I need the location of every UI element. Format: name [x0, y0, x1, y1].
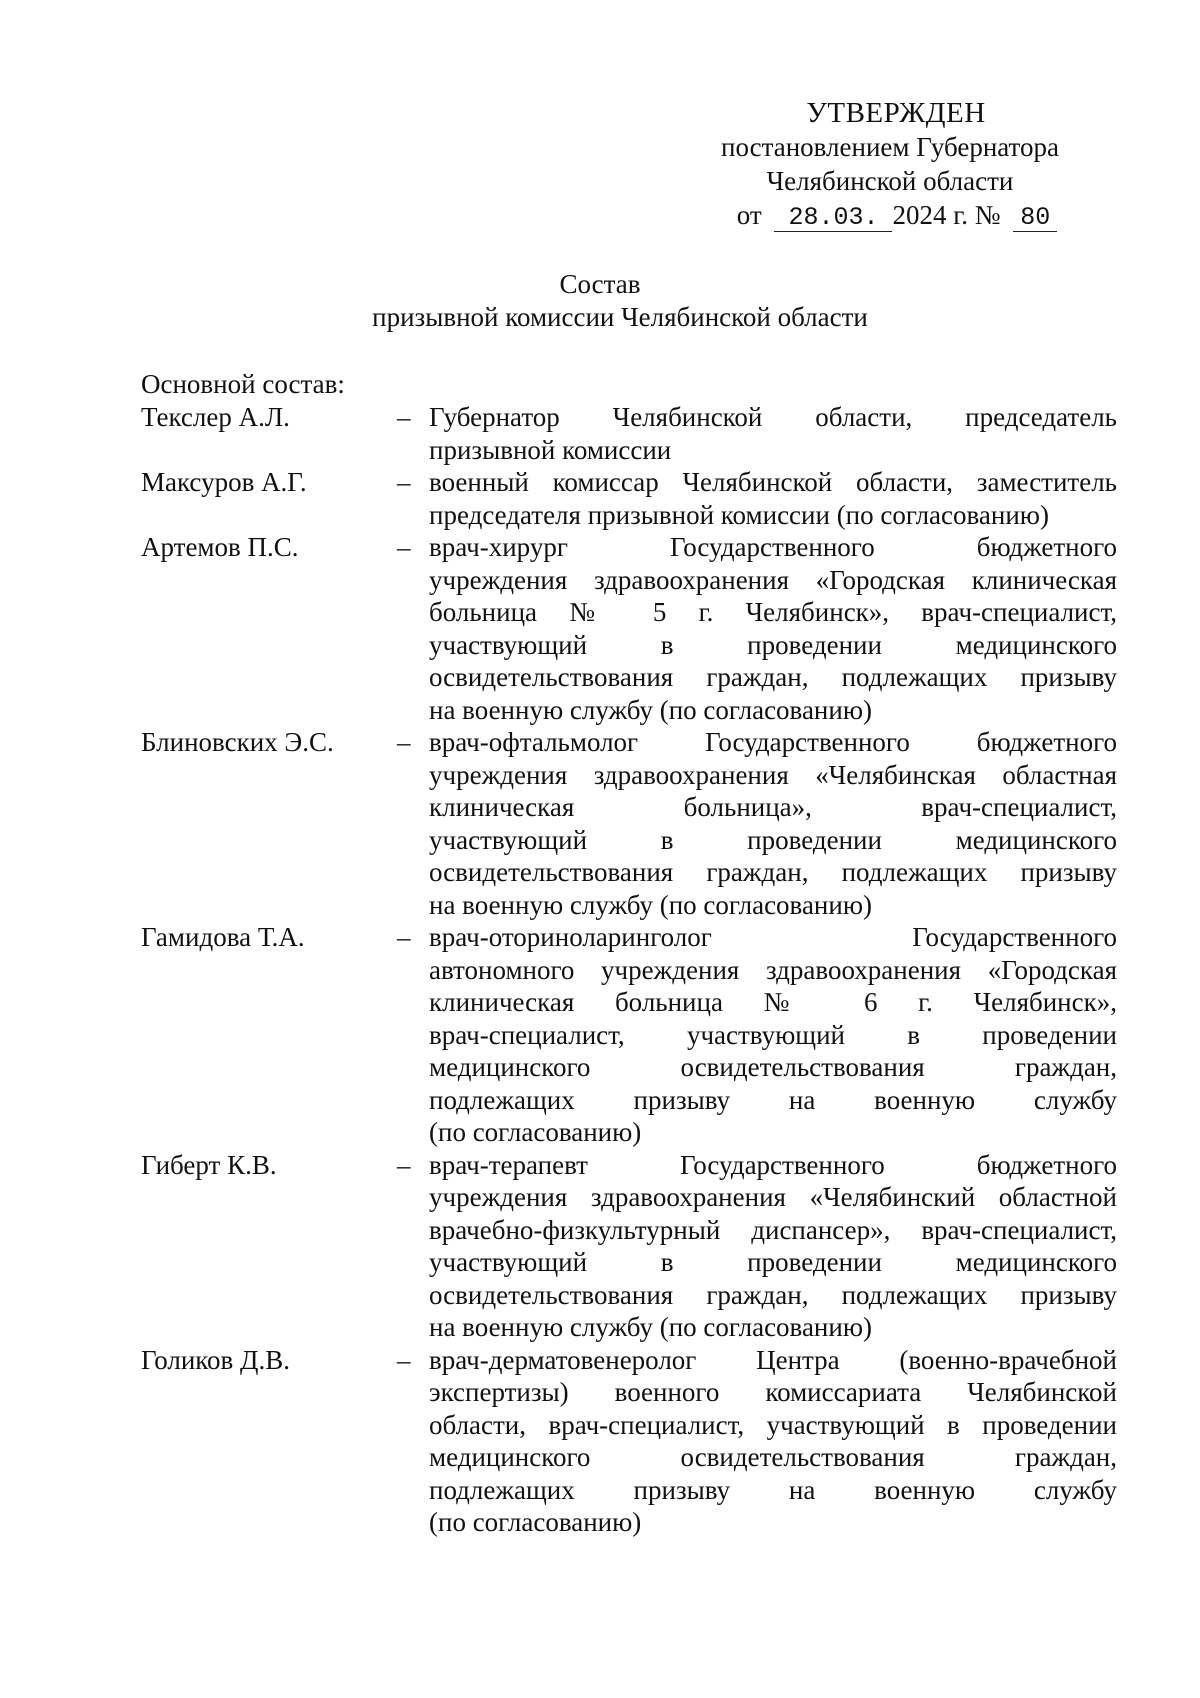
member-role-line: Губернатор Челябинской области, председатель [429, 402, 1117, 432]
member-dash: – [397, 727, 411, 757]
member-role [429, 726, 1117, 921]
member-role-line: клиническая больница», врач-специалист, [429, 792, 1117, 822]
member-dash: – [397, 1344, 411, 1375]
title-line-1: Состав [559, 269, 641, 299]
member-row [141, 1149, 1121, 1344]
member-role-line: участвующий в проведении медицинского [429, 824, 1117, 855]
decree-date-handwritten: 28.03. [774, 205, 892, 232]
member-dash: – [397, 1149, 411, 1180]
member-role-line: на военную службу (по согласованию) [429, 889, 872, 920]
member-role-line: (по согласованию) [429, 1117, 642, 1147]
member-role-line: участвующий в проведении медицинского [429, 629, 1117, 660]
member-row [141, 401, 1121, 466]
member-dash: – [397, 922, 411, 952]
approval-stamp [640, 96, 1140, 232]
member-role-line: медицинского освидетельствования граждан, [429, 1442, 1117, 1472]
title-line-2: призывной комиссии Челябинской области [372, 302, 868, 332]
approved-heading: УТВЕРЖДЕН [806, 97, 986, 129]
member-role [429, 1344, 1117, 1539]
member-dash: – [397, 402, 411, 432]
member-role-line: автономного учреждения здравоохранения «Городская [429, 954, 1117, 985]
member-role-line: на военную службу (по согласованию) [429, 694, 872, 725]
member-row [141, 726, 1121, 921]
member-row [141, 466, 1121, 531]
member-name: Артемов П.С. [141, 532, 299, 562]
member-role-line: подлежащих призыву на военную службу [429, 1474, 1117, 1505]
member-row [141, 1344, 1121, 1539]
section-label: Основной состав: [141, 369, 345, 399]
member-dash: – [397, 467, 411, 497]
member-role [429, 1149, 1117, 1344]
approval-line-region: Челябинской области [766, 166, 1014, 196]
member-role-line: области, врач-специалист, участвующий в проведении [429, 1409, 1117, 1440]
member-role-line: председателя призывной комиссии (по согласованию) [429, 499, 1049, 530]
decree-date-line [640, 198, 1140, 232]
member-role-line: больница № 5 г. Челябинск», врач-специалист, [429, 597, 1117, 627]
member-role-line: участвующий в проведении медицинского [429, 1247, 1117, 1277]
member-role [429, 401, 1117, 466]
members-list [141, 401, 1121, 1539]
member-role-line: учреждения здравоохранения «Городская клиническая [429, 564, 1117, 595]
member-role [429, 466, 1117, 531]
document-title [0, 268, 1200, 334]
member-role-line: врач-специалист, участвующий в проведении [429, 1019, 1117, 1050]
member-role-line: врач-офтальмолог Государственного бюджетного [429, 727, 1117, 757]
member-name: Голиков Д.В. [141, 1344, 290, 1375]
member-name: Гамидова Т.А. [141, 922, 305, 952]
member-role [429, 531, 1117, 726]
member-row [141, 921, 1121, 1149]
member-dash: – [397, 532, 411, 562]
member-role-line: врач-дерматовенеролог Центра (военно-врачебной [429, 1344, 1117, 1375]
member-row [141, 531, 1121, 726]
member-role [429, 921, 1117, 1149]
member-role-line: (по согласованию) [429, 1507, 642, 1537]
member-name: Блиновских Э.С. [141, 727, 334, 757]
member-role-line: врачебно-физкультурный диспансер», врач-специалист, [429, 1214, 1117, 1245]
member-role-line: врач-терапевт Государственного бюджетного [429, 1149, 1117, 1180]
member-role-line: на военную службу (по согласованию) [429, 1312, 872, 1342]
member-role-line: врач-оториноларинголог Государственного [429, 922, 1117, 952]
member-role-line: экспертизы) военного комиссариата Челябинской [429, 1377, 1117, 1407]
member-role-line: призывной комиссии [429, 434, 672, 465]
member-role-line: врач-хирург Государственного бюджетного [429, 532, 1117, 562]
member-role-line: клиническая больница № 6 г. Челябинск», [429, 987, 1117, 1017]
member-role-line: медицинского освидетельствования граждан, [429, 1052, 1117, 1082]
approval-line-decree: постановлением Губернатора [721, 132, 1059, 162]
decree-year: 2024 г. № [892, 200, 1001, 230]
decree-number-handwritten: 80 [1013, 205, 1057, 232]
member-name: Текслер А.Л. [141, 402, 290, 432]
decree-prefix: от [736, 200, 762, 230]
member-role-line: подлежащих призыву на военную службу [429, 1084, 1117, 1115]
member-role-line: учреждения здравоохранения «Челябинский областной [429, 1182, 1117, 1212]
member-role-line: учреждения здравоохранения «Челябинская областная [429, 759, 1117, 790]
member-name: Максуров А.Г. [141, 467, 307, 497]
member-role-line: освидетельствования граждан, подлежащих призыву [429, 1279, 1117, 1310]
member-role-line: освидетельствования граждан, подлежащих призыву [429, 857, 1117, 887]
member-role-line: военный комиссар Челябинской области, заместитель [429, 467, 1117, 497]
member-name: Гиберт К.В. [141, 1149, 277, 1180]
member-role-line: освидетельствования граждан, подлежащих призыву [429, 662, 1117, 692]
